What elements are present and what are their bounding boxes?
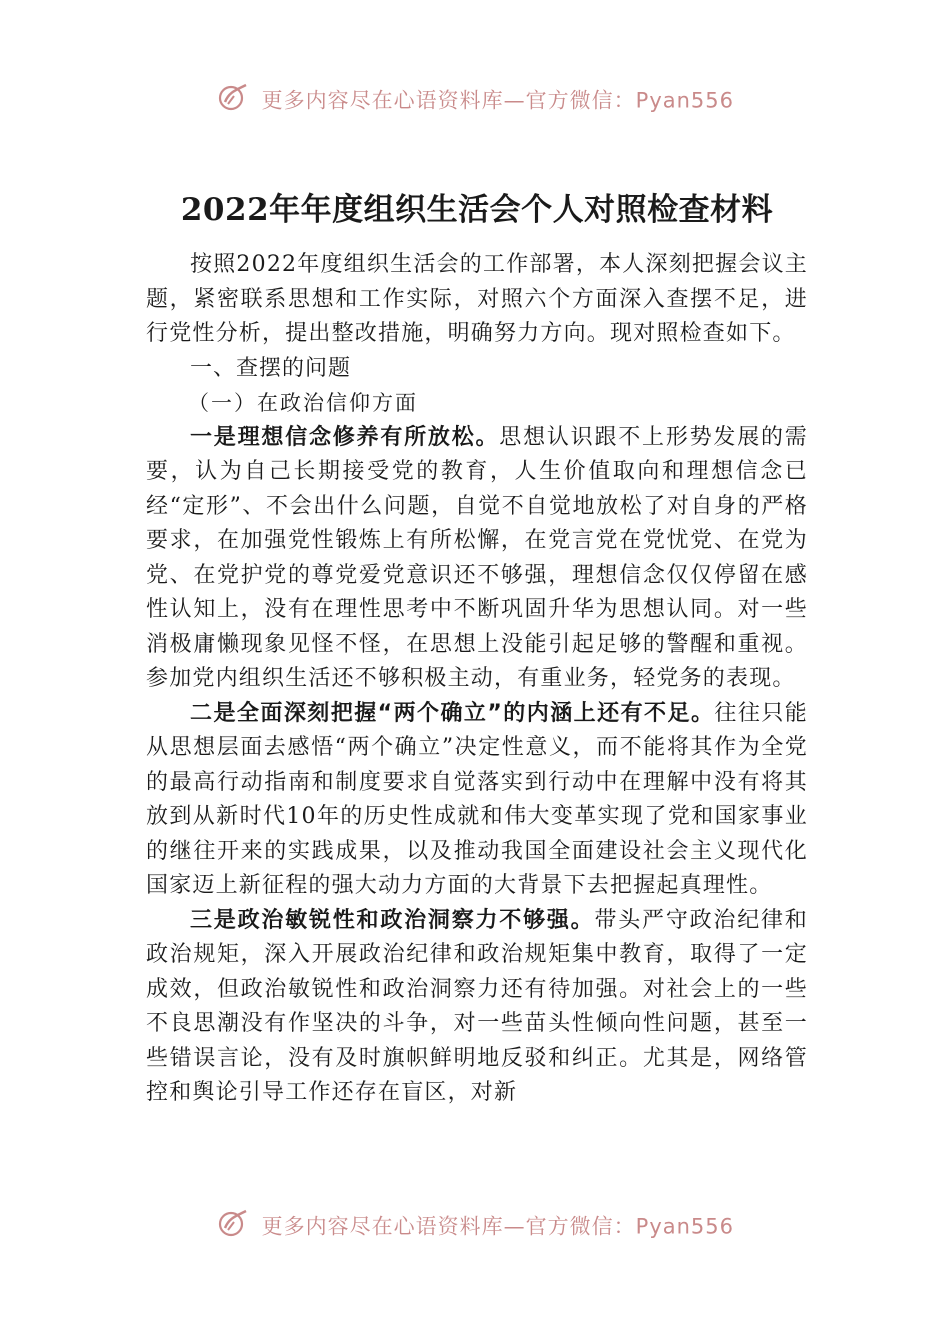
paragraph-3 <box>146 904 808 1111</box>
paragraph-3-body: 带头严守政治纪律和政治规矩，深入开展政治纪律和政治规矩集中教育，取得了一定成效，但政治敏锐性和政治洞察力还有待加强。对社会上的一些不良思潮没有作坚决的斗争，对一些苗头性倾向性问题，甚至一些错误言论，没有及时旗帜鲜明地反驳和纠正。尤其是，网络管控和舆论引导工作还存在盲区，对新 <box>146 907 808 1105</box>
watermark-header <box>0 82 950 117</box>
document-body <box>146 190 808 1111</box>
paragraph-1-body: 思想认识跟不上形势发展的需要，认为自己长期接受党的教育，人生价值取向和理想信念已经“定形”、不会出什么问题，自觉不自觉地放松了对自身的严格要求，在加强党性锻炼上有所松懈，在党言党在党忧党、在党为党、在党护党的尊党爱党意识还不够强，理想信念仅仅停留在感性认知上，没有在理性思考中不断巩固升华为思想认同。对一些消极庸懒现象见怪不怪，在思想上没能引起足够的警醒和重视。参加党内组织生活还不够积极主动，有重业务，轻党务的表现。 <box>146 424 808 691</box>
intro-paragraph: 按照2022年度组织生活会的工作部署，本人深刻把握会议主题，紧密联系思想和工作实际，对照六个方面深入查摆不足，进行党性分析，提出整改措施，明确努力方向。现对照检查如下。 <box>146 252 808 346</box>
section-heading: 一、查摆的问题 <box>190 355 352 381</box>
watermark-text: 更多内容尽在心语资料库—官方微信：Pyan556 <box>261 1214 735 1239</box>
paragraph-2-body: 往往只能从思想层面去感悟“两个确立”决定性意义，而不能将其作为全党的最高行动指南和制度要求自觉落实到行动中在理解中没有将其放到从新时代10年的历史性成就和伟大变革实现了党和国家事业的继往开来的实践成果，以及推动我国全面建设社会主义现代化国家迈上新征程的强大动力方面的大背景下去把握起真理性。 <box>146 700 808 898</box>
paragraph-1 <box>146 421 808 697</box>
logo-icon <box>216 1208 250 1243</box>
logo-icon <box>216 82 250 117</box>
watermark-footer <box>0 1208 950 1243</box>
subsection-heading: （一）在政治信仰方面 <box>188 391 418 415</box>
paragraph-2-lead: 二是全面深刻把握“两个确立”的内涵上还有不足。 <box>190 700 715 726</box>
paragraph-3-lead: 三是政治敏锐性和政治洞察力不够强。 <box>190 907 595 933</box>
watermark-text: 更多内容尽在心语资料库—官方微信：Pyan556 <box>261 88 735 113</box>
paragraph-1-lead: 一是理想信念修养有所放松。 <box>190 424 500 450</box>
document-title: 2022年年度组织生活会个人对照检查材料 <box>180 192 774 228</box>
paragraph-2 <box>146 697 808 904</box>
